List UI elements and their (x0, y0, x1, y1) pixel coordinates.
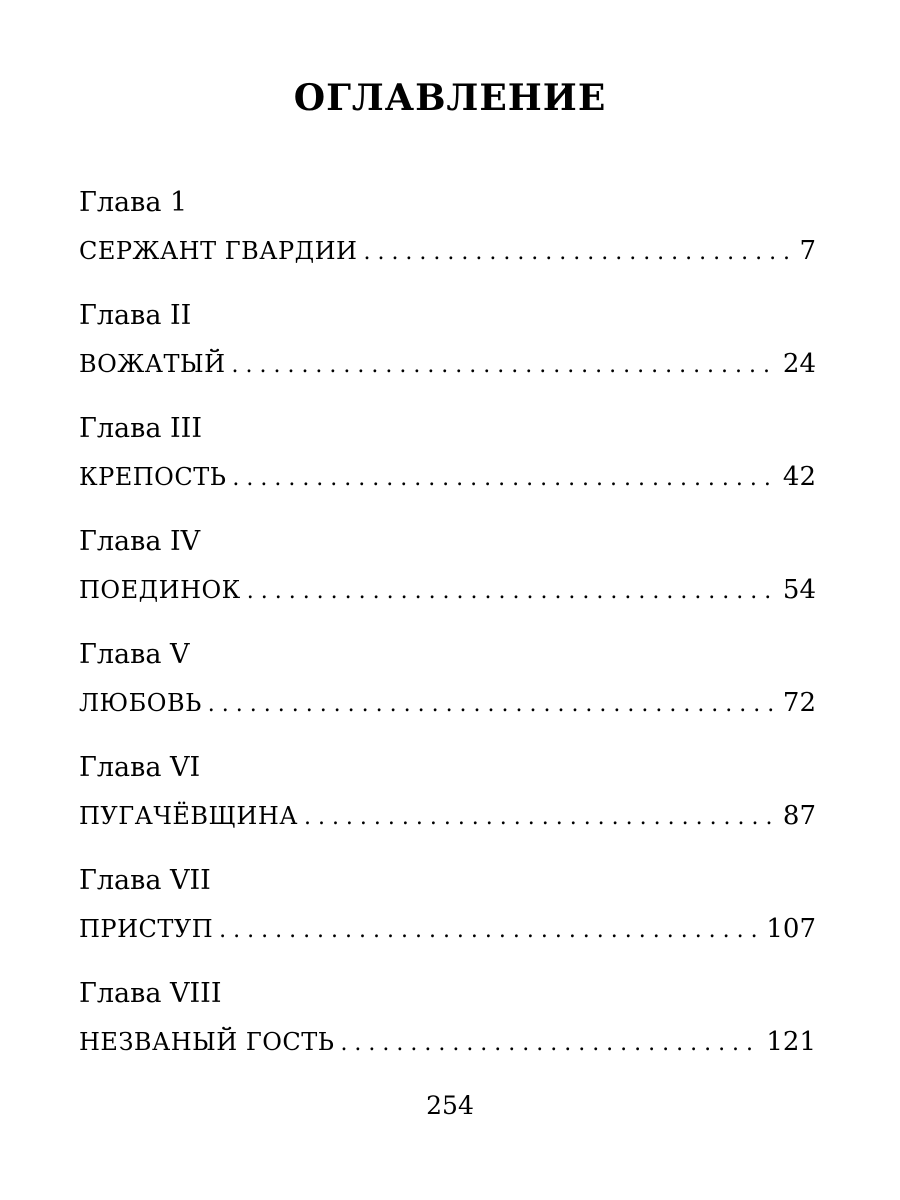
page-number: 254 (426, 1091, 474, 1120)
chapter-label: Глава VIII (79, 978, 222, 1009)
chapter-title-line (79, 454, 816, 502)
chapter-page-number: 121 (766, 1027, 816, 1057)
table-of-contents (79, 178, 816, 1082)
chapter-page-number: 42 (782, 462, 816, 492)
chapter-page-number: 107 (766, 914, 816, 944)
chapter-title-line (79, 906, 816, 954)
dot-leader (219, 908, 760, 954)
chapter-page-number: 72 (782, 688, 816, 718)
chapter-page-number: 87 (782, 801, 816, 831)
dot-leader (232, 456, 777, 502)
chapter-title: ПОЕДИНОК (79, 576, 241, 604)
page-title: ОГЛАВЛЕНИЕ (293, 77, 607, 119)
dot-leader (363, 230, 793, 276)
dot-leader (247, 569, 777, 615)
toc-entry (79, 969, 816, 1082)
chapter-title-line (79, 793, 816, 841)
chapter-title: ЛЮБОВЬ (79, 689, 202, 717)
chapter-title: ПРИСТУП (79, 915, 214, 943)
chapter-title: КРЕПОСТЬ (79, 463, 227, 491)
toc-entry (79, 743, 816, 856)
chapter-page-number: 54 (782, 575, 816, 605)
dot-leader (304, 795, 777, 841)
chapter-title-line (79, 228, 816, 276)
chapter-label: Глава II (79, 300, 192, 331)
chapter-title: СЕРЖАНТ ГВАРДИИ (79, 237, 358, 265)
chapter-label: Глава V (79, 639, 190, 670)
dot-leader (340, 1021, 760, 1067)
toc-entry (79, 291, 816, 404)
dot-leader (232, 343, 777, 389)
chapter-title-line (79, 680, 816, 728)
chapter-page-number: 7 (799, 236, 816, 266)
chapter-title-line (79, 1019, 816, 1067)
dot-leader (208, 682, 777, 728)
chapter-title: ВОЖАТЫЙ (79, 350, 226, 378)
chapter-label: Глава VI (79, 752, 201, 783)
chapter-label: Глава III (79, 413, 203, 444)
chapter-title-line (79, 567, 816, 615)
chapter-title: ПУГАЧЁВЩИНА (79, 802, 298, 830)
toc-entry (79, 856, 816, 969)
toc-entry (79, 517, 816, 630)
toc-entry (79, 178, 816, 291)
chapter-label: Глава 1 (79, 187, 188, 218)
toc-entry (79, 404, 816, 517)
chapter-title: НЕЗВАНЫЙ ГОСТЬ (79, 1028, 335, 1056)
chapter-label: Глава IV (79, 526, 201, 557)
chapter-page-number: 24 (782, 349, 816, 379)
chapter-title-line (79, 341, 816, 389)
toc-entry (79, 630, 816, 743)
chapter-label: Глава VII (79, 865, 211, 896)
